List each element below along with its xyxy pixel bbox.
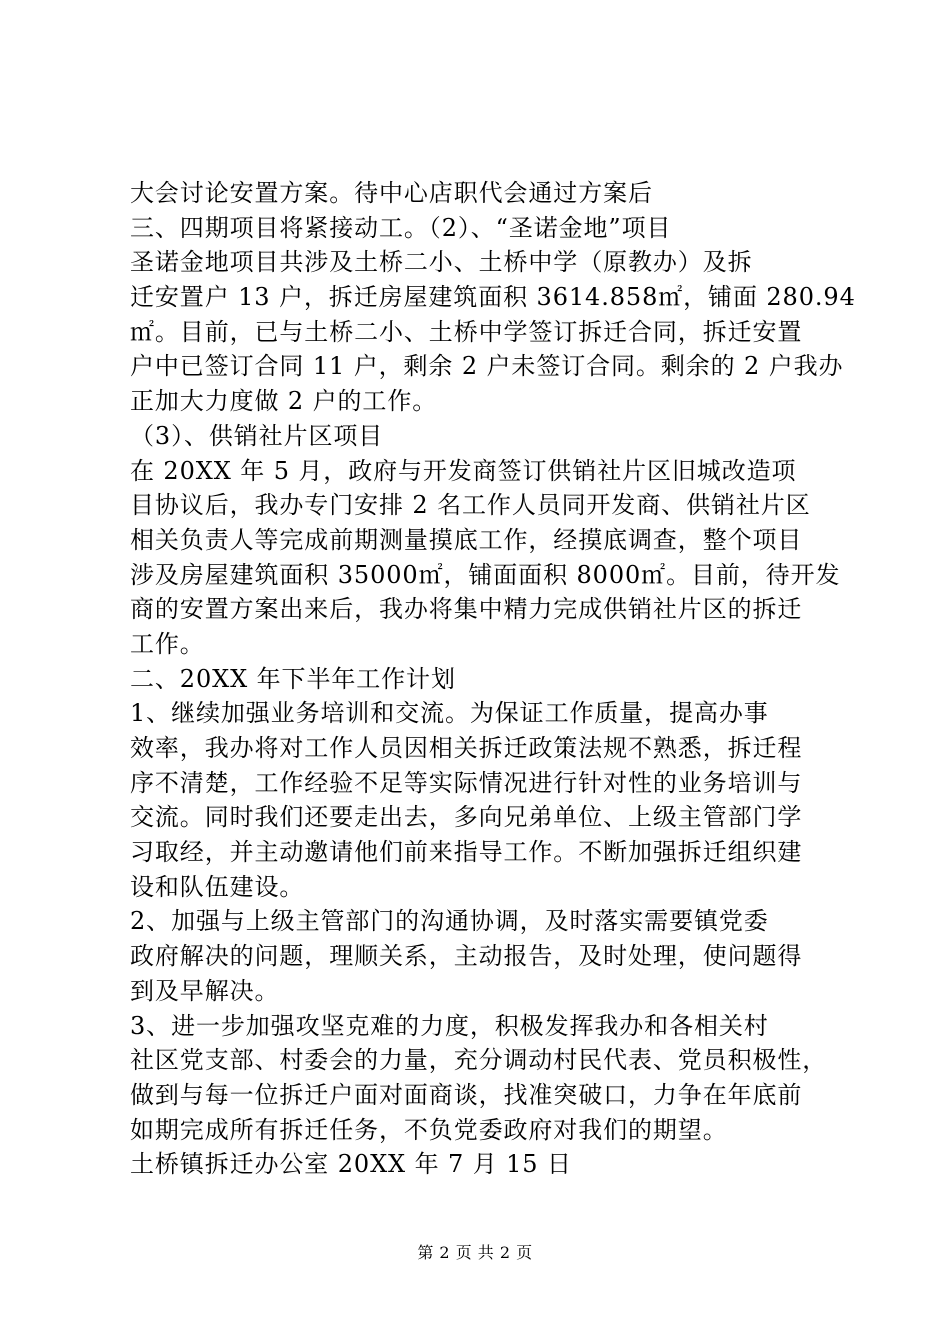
text-line: 圣诺金地项目共涉及土桥二小、土桥中学（原教办）及拆 [130,248,753,277]
text-line: 工作。 [130,629,205,658]
text-line: 设和队伍建设。 [130,872,305,901]
text-line: 交流。同时我们还要走出去，多向兄弟单位、上级主管部门学 [130,803,803,832]
text-line: 商的安置方案出来后，我办将集中精力完成供销社片区的拆迁 [130,595,803,624]
text-line: ㎡。目前，已与土桥二小、土桥中学签订拆迁合同，拆迁安置 [130,317,803,346]
text-line: 2、加强与上级主管部门的沟通协调，及时落实需要镇党委 [130,907,769,936]
text-line: 到及早解决。 [130,976,280,1005]
text-line: 在 20XX 年 5 月，政府与开发商签订供销社片区旧城改造项 [130,456,797,485]
text-line: 序不清楚，工作经验不足等实际情况进行针对性的业务培训与 [130,768,803,797]
text-line: 习取经，并主动邀请他们前来指导工作。不断加强拆迁组织建 [130,838,803,867]
text-line: 三、四期项目将紧接动工。（2）、“圣诺金地”项目 [130,213,672,242]
text-line: 1、继续加强业务培训和交流。为保证工作质量，提高办事 [130,699,769,728]
text-line: 大会讨论安置方案。待中心店职代会通过方案后 [130,179,653,207]
text-line: 3、进一步加强攻坚克难的力度，积极发挥我办和各相关村 [130,1011,769,1040]
text-line: 效率，我办将对工作人员因相关拆迁政策法规不熟悉，拆迁程 [130,734,803,762]
text-line: 涉及房屋建筑面积 35000㎡，铺面面积 8000㎡。目前，待开发 [130,560,841,589]
signature-line: 土桥镇拆迁办公室 20XX 年 7 月 15 日 [130,1150,572,1179]
text-line: 正加大力度做 2 户的工作。 [130,387,438,416]
text-line: 目协议后，我办专门安排 2 名工作人员同开发商、供销社片区 [130,491,811,520]
text-line: 如期完成所有拆迁任务，不负党委政府对我们的期望。 [130,1115,728,1144]
text-line: 相关负责人等完成前期测量摸底工作，经摸底调查，整个项目 [130,525,803,554]
text-line: 二、20XX 年下半年工作计划 [130,664,456,693]
text-line: 做到与每一位拆迁户面对面商谈，找准突破口，力争在年底前 [130,1080,803,1109]
page-number: 第 2 页 共 2 页 [417,1243,533,1262]
page-footer [0,1243,950,1263]
document-body [130,176,856,1182]
text-line: 迁安置户 13 户，拆迁房屋建筑面积 3614.858㎡，铺面 280.94 [130,283,856,312]
text-line: （3）、供销社片区项目 [130,421,384,450]
text-line: 户中已签订合同 11 户，剩余 2 户未签订合同。剩余的 2 户我办 [130,352,844,381]
text-line: 社区党支部、村委会的力量，充分调动村民代表、党员积极性， [130,1046,828,1075]
text-line: 政府解决的问题，理顺关系，主动报告，及时处理，使问题得 [130,942,803,971]
